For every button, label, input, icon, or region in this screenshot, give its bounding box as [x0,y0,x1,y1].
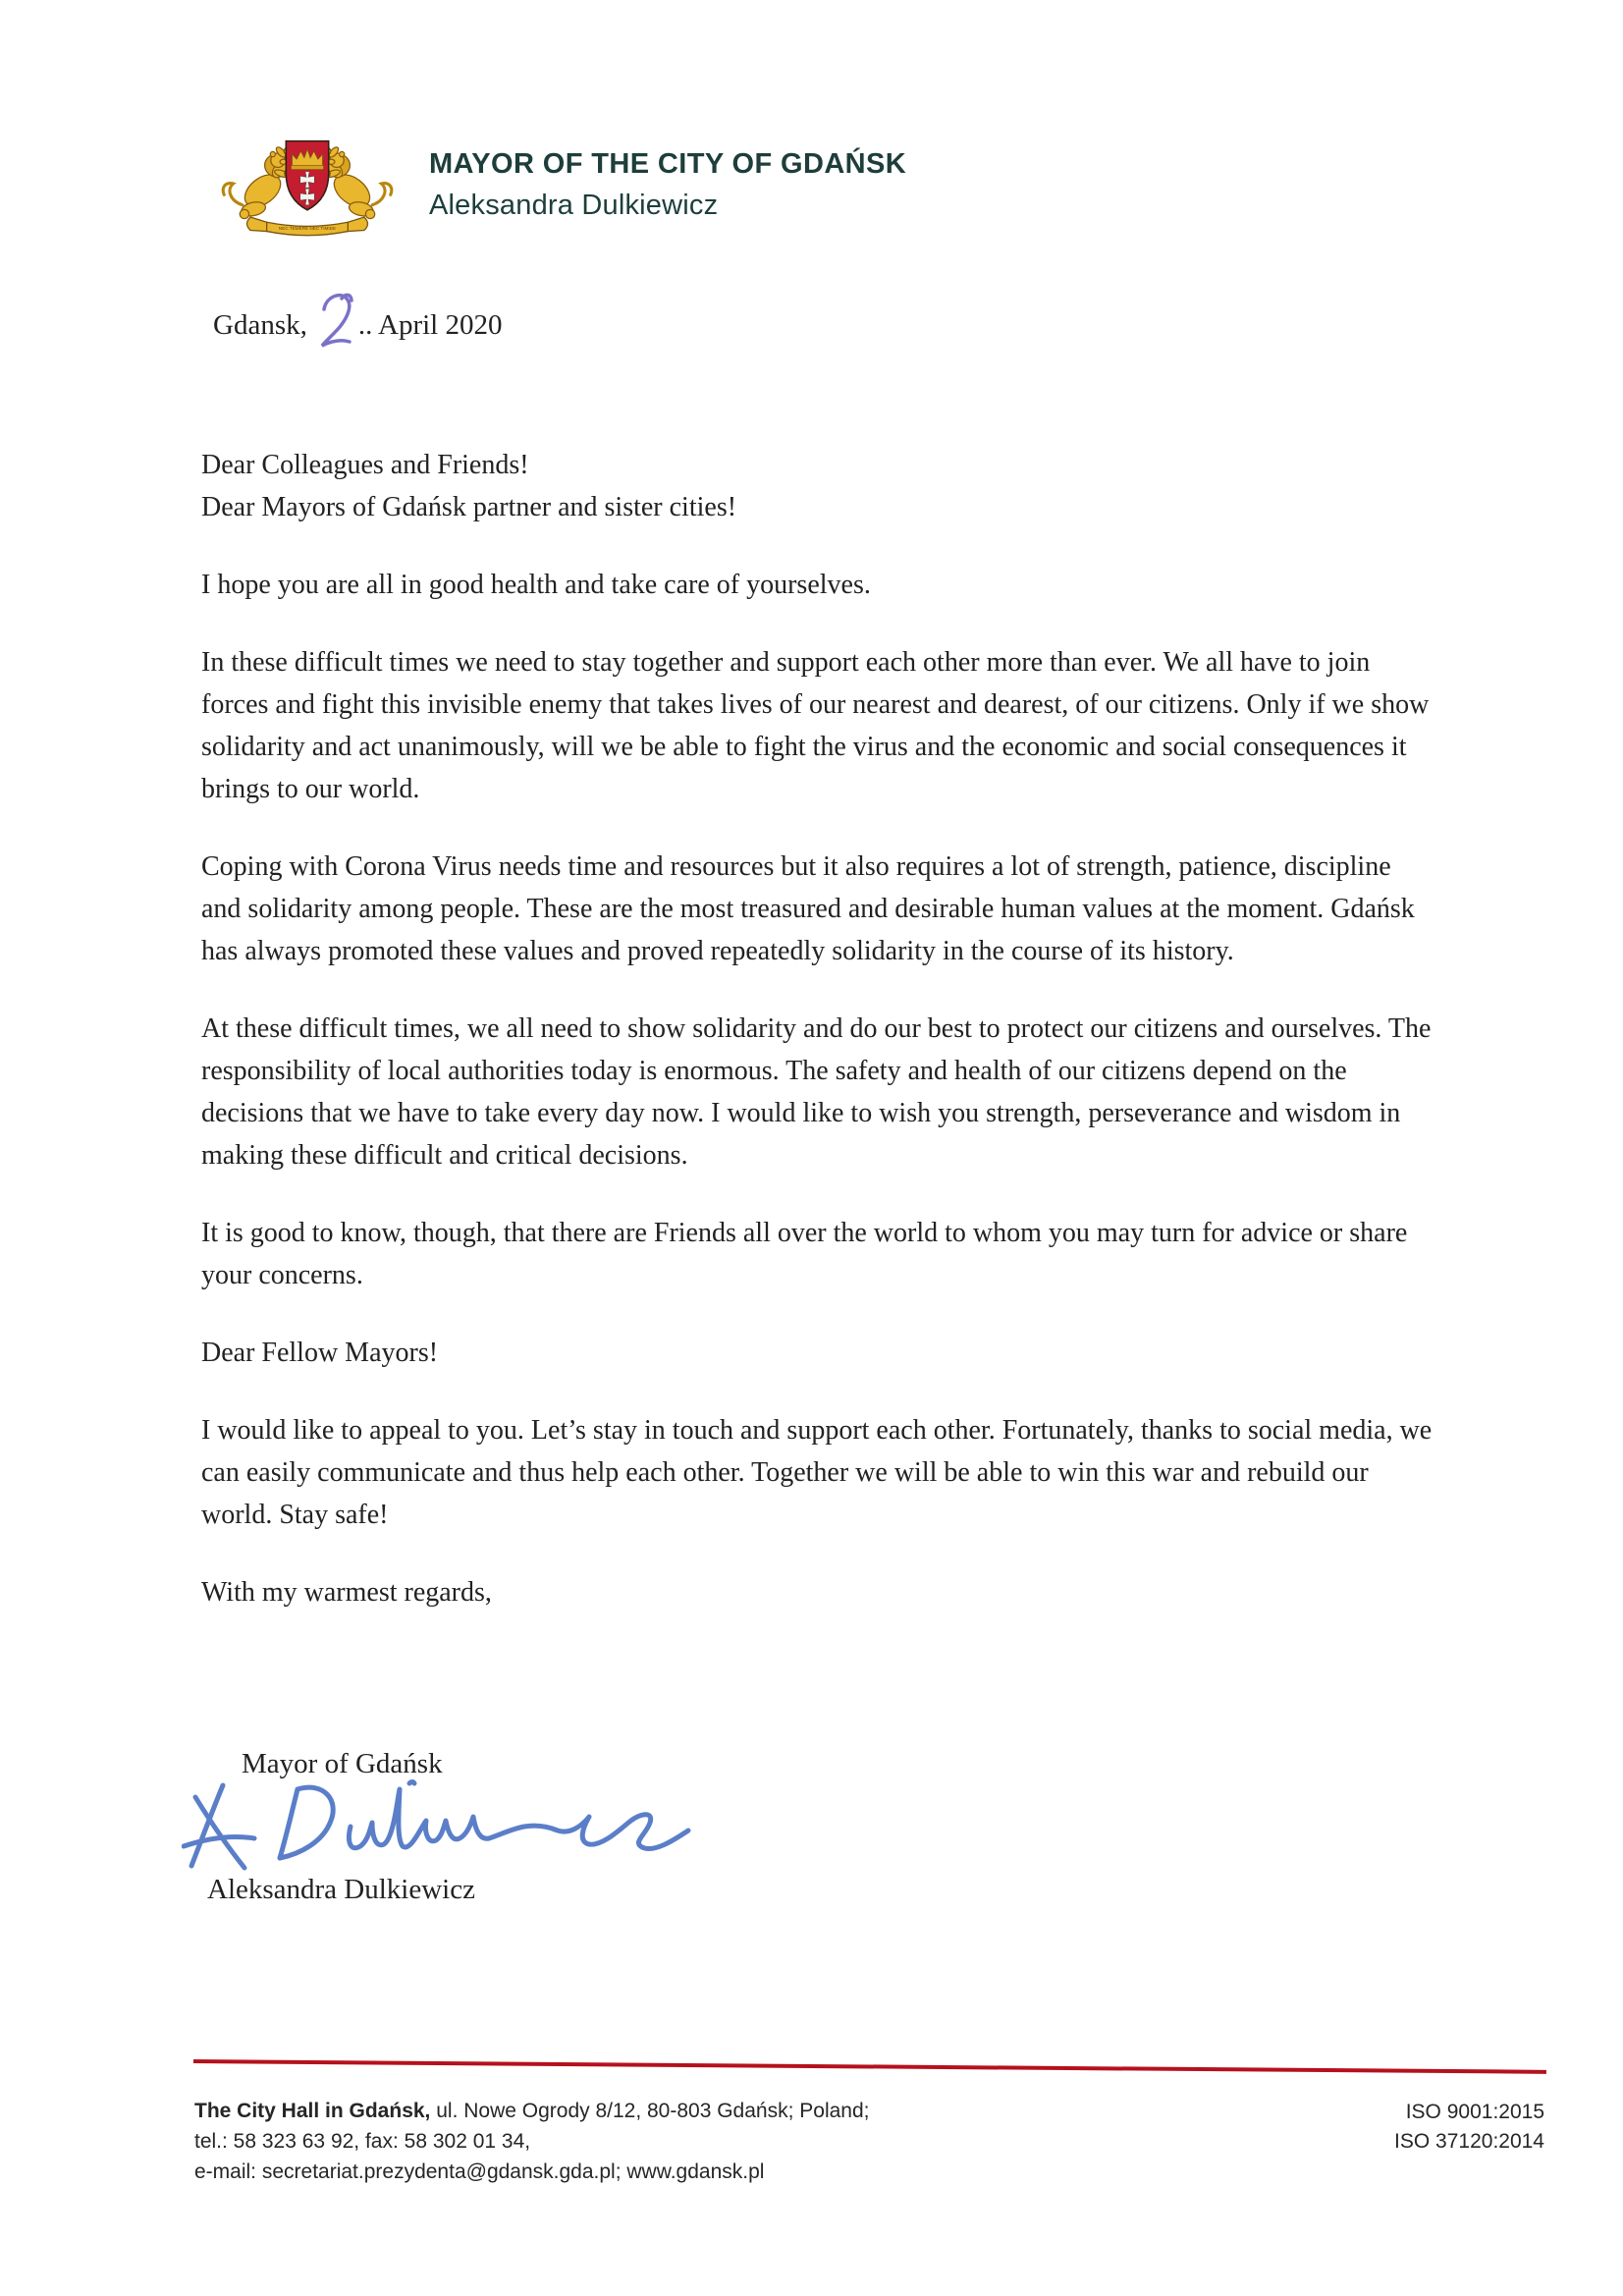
paragraph: At these difficult times, we all need to show solidarity and do our best to protect our citizens and ourselves. The responsibility of local authorities today is enormous. The safety and health of our citizens depend on the decisions that we have to take every day now. I would like to wish you strength, perseverance and wisdom in making these difficult and critical decisions. [201,1013,1432,1171]
handwritten-day-icon [315,289,356,352]
footer-phone-line: tel.: 58 323 63 92, fax: 58 302 01 34, [194,2130,531,2153]
crest-motto: NEC TEMERE NEC TIMIDE [278,226,337,232]
paragraph: In these difficult times we need to stay together and support each other more than ever. We all have to join forces and fight this invisible enemy that takes lives of our nearest and dearest, of our citizens. Only if we show solidarity and act unanimously, will we be able to fight the virus and the economic and social consequences it brings to our world. [201,647,1430,804]
iso-line: ISO 9001:2015 [1405,2101,1544,2123]
letterhead [429,143,906,226]
letter-body [201,444,1436,1649]
handwritten-signature-icon [182,1770,712,1876]
footer-iso-certifications [1394,2098,1544,2157]
footer-email-line: e-mail: secretariat.prezydenta@gdansk.gda.pl; www.gdansk.pl [194,2160,765,2183]
salutation-line: Dear Colleagues and Friends! [201,450,529,480]
date-line [213,289,502,352]
footer-org-name: The City Hall in Gdańsk, [194,2100,431,2122]
closing: With my warmest regards, [201,1577,492,1608]
signature-title: Mayor of Gdańsk [242,1748,443,1779]
footer-address-line1 [194,2096,870,2126]
footer-address [194,2096,870,2187]
paragraph: It is good to know, though, that there are Friends all over the world to whom you may turn for advice or share your concerns. [201,1218,1408,1290]
footer-street: ul. Nowe Ogrody 8/12, 80-803 Gdańsk; Poland; [430,2100,870,2122]
crest-lion-left [223,145,292,218]
crest-shield [286,141,328,210]
iso-line: ISO 37120:2014 [1394,2130,1544,2153]
letterhead-person-name: Aleksandra Dulkiewicz [429,190,719,221]
paragraph: Dear Fellow Mayors! [201,1338,439,1368]
gdansk-coat-of-arms-icon [216,122,399,246]
footer-rule [193,2059,1546,2074]
salutation [201,444,1436,528]
paragraph: Coping with Corona Virus needs time and resources but it also requires a lot of strength, patience, discipline and solidarity among people. These are the most treasured and desirable human values at the moment. Gdańsk has always promoted these values and proved repeatedly solidarity in the course of its history. [201,851,1415,966]
crest-ribbon [247,217,368,236]
paragraph: I would like to appeal to you. Let’s stay in touch and support each other. Fortunately, thanks to social media, we can easily communicate and thus help each other. Together we will be able to win this war and rebuild our world. Stay safe! [201,1415,1433,1530]
date-prefix: Gdansk, [213,309,307,341]
date-suffix: .. April 2020 [357,309,503,341]
org-title: MAYOR OF THE CITY OF GDAŃSK [429,148,907,180]
paragraph: I hope you are all in good health and take care of yourselves. [201,570,871,600]
signature-name: Aleksandra Dulkiewicz [207,1874,475,1905]
salutation-line: Dear Mayors of Gdańsk partner and sister cities! [201,492,737,522]
crest-lion-right [323,145,392,218]
